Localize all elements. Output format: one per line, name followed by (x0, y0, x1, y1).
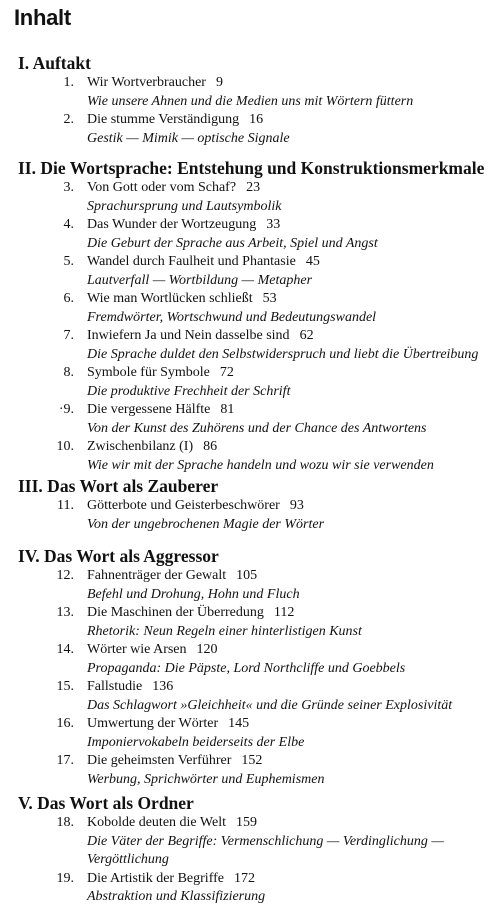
chapter-title-line (87, 364, 500, 383)
page-number: 145 (228, 716, 250, 731)
chapter-list (18, 179, 500, 475)
chapter-title-line (87, 870, 500, 889)
chapter-entry (18, 216, 500, 253)
chapter-title: Inwiefern Ja und Nein dasselbe sind (87, 328, 290, 343)
chapter-entry (18, 111, 500, 148)
chapter-title-line (87, 752, 500, 771)
chapter-title-line (87, 567, 500, 586)
page-number: 45 (305, 254, 320, 269)
chapter-subtitle: Abstraktion und Klassifizierung (87, 889, 266, 904)
chapter-entry (18, 641, 500, 678)
chapter-title: Fallstudie (87, 679, 143, 694)
chapter-entry (18, 715, 500, 752)
chapter-entry (18, 327, 500, 364)
section-heading: V. Das Wort als Ordner (18, 793, 194, 813)
toc-section (18, 475, 500, 534)
chapter-entry (18, 438, 500, 475)
section-heading: I. Auftakt (18, 53, 91, 73)
chapter-title: Zwischenbilanz (I) (87, 439, 194, 454)
page-number: 81 (220, 402, 235, 417)
chapter-title-line (87, 438, 500, 457)
page-number: 105 (236, 568, 258, 583)
chapter-title-line (87, 641, 500, 660)
chapter-title-line (87, 179, 500, 198)
chapter-entry (18, 752, 500, 789)
chapter-subtitle: Von der ungebrochenen Magie der Wörter (87, 516, 325, 532)
chapter-entry (18, 401, 500, 438)
chapter-subtitle: Werbung, Sprichwörter und Euphemismen (87, 771, 325, 787)
chapter-subtitle: Rhetorik: Neun Regeln einer hinterlistigen Kunst (87, 623, 362, 639)
chapter-title: Wandel durch Faulheit und Phantasie (87, 254, 296, 269)
chapter-title-line (87, 715, 500, 734)
page-number: 53 (262, 291, 277, 306)
chapter-title: Von Gott oder vom Schaf? (87, 180, 237, 195)
page-number: 62 (299, 328, 314, 343)
chapter-title: Umwertung der Wörter (87, 716, 219, 731)
chapter-entry (18, 497, 500, 534)
page-number: 172 (234, 870, 255, 886)
chapter-subtitle: Lautverfall — Wortbildung — Metapher (87, 272, 313, 288)
chapter-title: Die geheimsten Verführer (87, 753, 232, 768)
chapter-subtitle: Imponiervokabeln beiderseits der Elbe (87, 734, 305, 750)
chapter-number: 13. (56, 605, 74, 620)
section-heading: II. Die Wortsprache: Entstehung und Konstruktionsmerkmale (18, 158, 485, 178)
chapter-number: ·9. (58, 402, 74, 417)
page-number: 23 (246, 180, 261, 195)
chapter-subtitle: Wie wir mit der Sprache handeln und wozu wir sie verwenden (87, 457, 434, 473)
chapter-entry (18, 253, 500, 290)
chapter-number: 12. (56, 568, 74, 583)
chapter-title: Die vergessene Hälfte (87, 402, 211, 417)
chapter-number: 10. (56, 439, 74, 454)
chapter-title-line (87, 814, 500, 833)
chapter-title: Götterbote und Geisterbeschwörer (87, 498, 280, 513)
chapter-title: Die stumme Verständigung (87, 112, 240, 127)
chapter-title: Wie man Wortlücken schließt (87, 291, 253, 306)
chapter-subtitle: Die produktive Frechheit der Schrift (87, 383, 291, 399)
chapter-entry (18, 678, 500, 715)
chapter-list (18, 497, 500, 534)
chapter-title-line (87, 497, 500, 516)
chapter-title: Wir Wortverbraucher (87, 75, 206, 90)
chapter-list (18, 74, 500, 148)
chapter-number: 6. (63, 291, 74, 306)
page-number: 152 (241, 753, 263, 768)
chapter-subtitle: Von der Kunst des Zuhörens und der Chance des Antwortens (87, 420, 427, 436)
chapter-entry (18, 567, 500, 604)
toc-section (18, 157, 500, 475)
chapter-title: Symbole für Symbole (87, 365, 210, 380)
chapter-entry (18, 74, 500, 111)
chapter-number: 17. (56, 753, 74, 768)
chapter-number: 5. (63, 254, 74, 269)
toc-section (18, 792, 500, 907)
page-number: 159 (235, 815, 257, 830)
chapter-entry (18, 364, 500, 401)
page-number: 93 (289, 498, 304, 513)
chapter-number: 14. (56, 642, 74, 657)
chapter-list (18, 567, 500, 789)
chapter-subtitle: Fremdwörter, Wortschwund und Bedeutungswandel (87, 309, 377, 325)
page-number: 86 (203, 439, 218, 454)
page-number: 9 (215, 75, 223, 90)
chapter-title-line (87, 216, 500, 235)
chapter-title-line (87, 74, 500, 93)
chapter-subtitle: Die Väter der Begriffe: Vermenschlichung — Verdinglichung — Vergöttlichung (87, 833, 444, 867)
chapter-title: Das Wunder der Wortzeugung (87, 217, 257, 232)
chapter-title: Fahnenträger der Gewalt (87, 568, 227, 583)
page-number: 112 (273, 605, 295, 620)
section-heading: III. Das Wort als Zauberer (18, 476, 219, 496)
chapter-subtitle: Die Sprache duldet den Selbstwiderspruch und liebt die Übertreibung (87, 346, 479, 362)
chapter-subtitle: Das Schlagwort »Gleichheit« und die Gründe seiner Explosivität (87, 697, 453, 713)
chapter-title-line (87, 401, 500, 420)
chapter-entry (18, 870, 500, 907)
chapter-title: Die Maschinen der Überredung (87, 605, 264, 620)
chapter-list (18, 814, 500, 907)
page-number: 136 (152, 679, 174, 694)
chapter-title: Wörter wie Arsen (87, 642, 187, 657)
chapter-entry (18, 290, 500, 327)
chapter-title-line (87, 678, 500, 697)
chapter-number: 2. (63, 112, 74, 127)
chapter-title-line (87, 111, 500, 130)
chapter-entry (18, 604, 500, 641)
page-number: 72 (219, 365, 234, 380)
page-number: 120 (196, 642, 218, 657)
chapter-subtitle: Wie unsere Ahnen und die Medien uns mit Wörtern füttern (87, 93, 414, 109)
chapter-title: Die Artistik der Begriffe (87, 870, 224, 886)
chapter-subtitle: Befehl und Drohung, Hohn und Fluch (87, 586, 300, 602)
chapter-title-line (87, 604, 500, 623)
chapter-number: 11. (57, 498, 74, 513)
chapter-title: Kobolde deuten die Welt (87, 815, 226, 830)
chapter-number: 7. (63, 328, 74, 343)
chapter-number: 8. (63, 365, 74, 380)
chapter-entry (18, 814, 500, 870)
chapter-number: 15. (56, 679, 74, 694)
chapter-number: 4. (63, 217, 74, 232)
page-number: 33 (266, 217, 281, 232)
chapter-number: 19. (56, 870, 74, 886)
page-title: Inhalt (14, 5, 71, 30)
toc-section (18, 545, 500, 789)
section-heading: IV. Das Wort als Aggressor (18, 546, 219, 566)
chapter-title-line (87, 290, 500, 309)
chapter-subtitle: Die Geburt der Sprache aus Arbeit, Spiel und Angst (87, 235, 378, 251)
toc-section (18, 52, 500, 148)
chapter-number: 16. (56, 716, 74, 731)
chapter-subtitle: Gestik — Mimik — optische Signale (87, 130, 290, 146)
chapter-title-line (87, 253, 500, 272)
chapter-number: 18. (56, 815, 74, 830)
chapter-entry (18, 179, 500, 216)
chapter-subtitle: Sprachursprung und Lautsymbolik (87, 198, 282, 214)
chapter-title-line (87, 327, 500, 346)
page-number: 16 (249, 112, 264, 127)
chapter-subtitle: Propaganda: Die Päpste, Lord Northcliffe und Goebbels (87, 660, 406, 676)
chapter-number: 1. (63, 75, 74, 90)
chapter-number: 3. (63, 180, 74, 195)
